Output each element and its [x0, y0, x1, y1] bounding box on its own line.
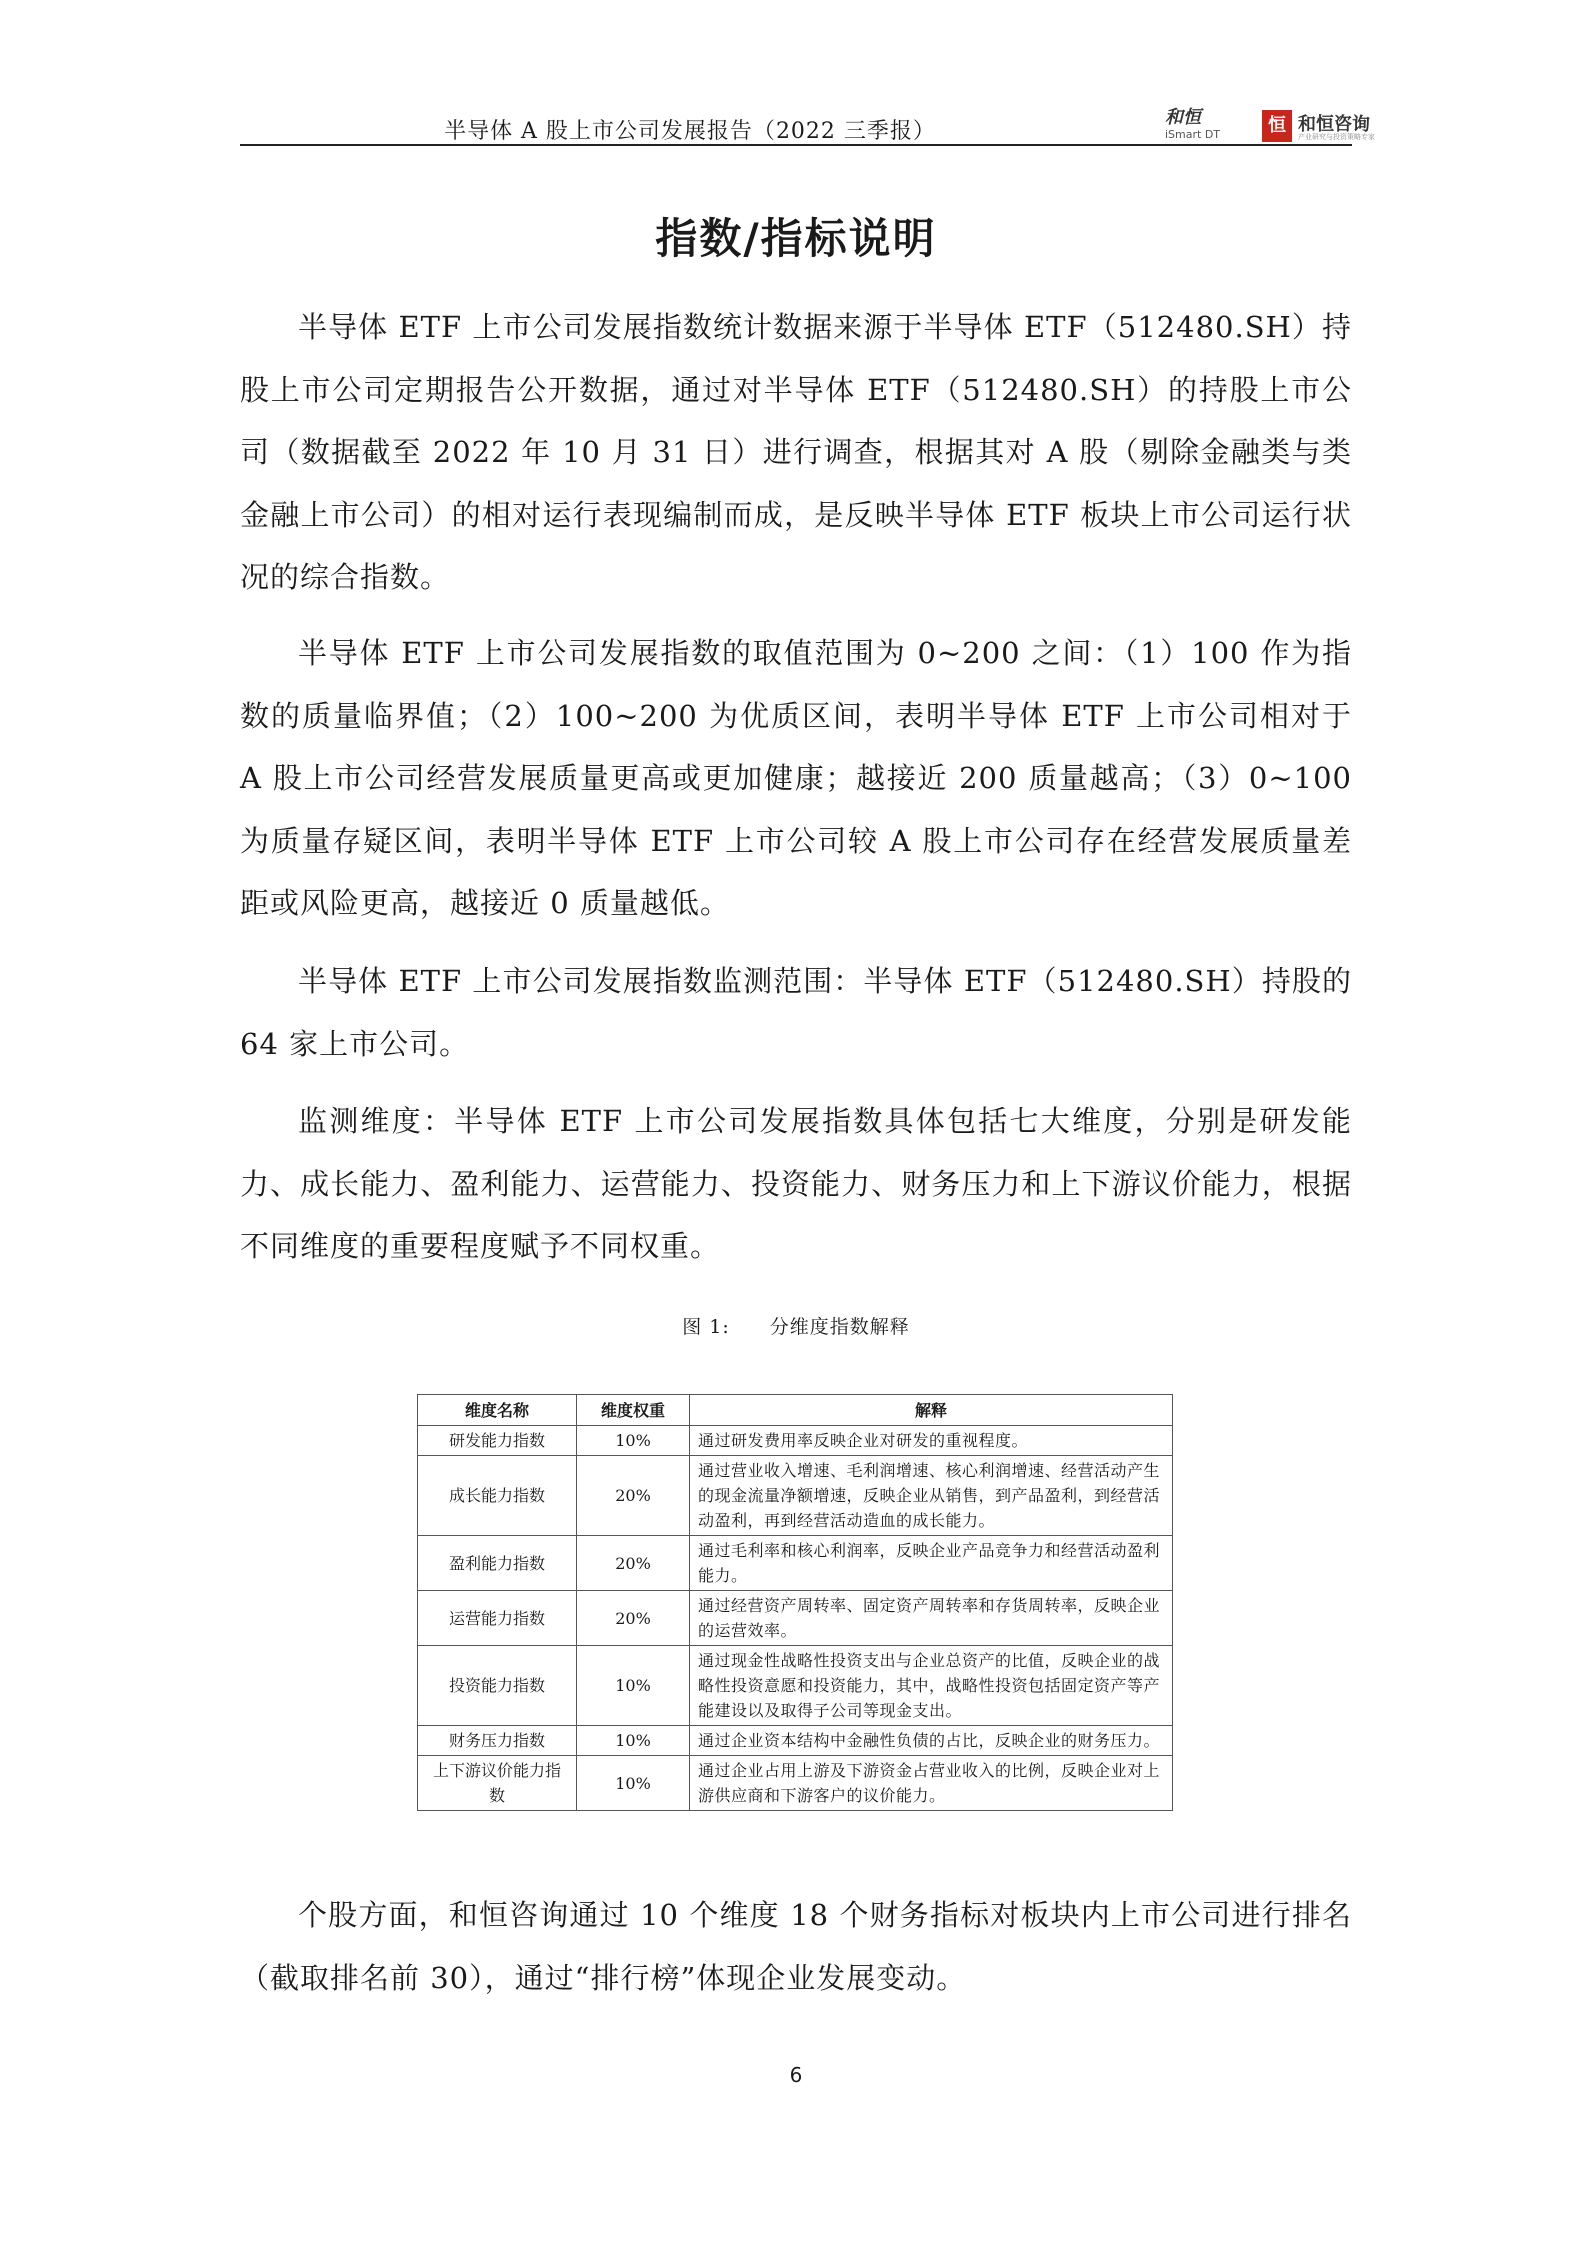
- table-row: [418, 1426, 1173, 1456]
- dimension-explanation-cell: 通过毛利率和核心利润率，反映企业产品竞争力和经营活动盈利能力。: [690, 1536, 1173, 1591]
- ismart-logo-sub: iSmart DT: [1165, 128, 1221, 141]
- header-title: 半导体 A 股上市公司发展报告（2022 三季报）: [444, 119, 936, 144]
- dimension-name-cell: 投资能力指数: [418, 1646, 577, 1726]
- heheng-seal-icon: 恒: [1262, 110, 1292, 142]
- table-header-cell: 解释: [690, 1395, 1173, 1426]
- dimension-weight-cell: 10%: [577, 1756, 690, 1811]
- figure-title: 分维度指数解释: [769, 1316, 910, 1338]
- dimension-explanation-cell: 通过研发费用率反映企业对研发的重视程度。: [690, 1426, 1173, 1456]
- paragraph-index-range: 半导体 ETF 上市公司发展指数的取值范围为 0~200 之间：（1）100 作为指数的质量临界值；（2）100~200 为优质区间，表明半导体 ETF 上市公司相对于 A 股上市公司经营发展质量更高或更加健康；越接近 200 质量越高；（3）0~100 为质量存疑区间，表明半导体 ETF 上市公司较 A 股上市公司存在经营发展质量差距或风险更高，越接近 0 质量越低。: [240, 636, 1352, 920]
- paragraph-monitoring-scope: 半导体 ETF 上市公司发展指数监测范围：半导体 ETF（512480.SH）持股的 64 家上市公司。: [240, 964, 1352, 1061]
- page-title: 指数/指标说明: [655, 214, 937, 263]
- dimension-name-cell: 运营能力指数: [418, 1591, 577, 1646]
- ismart-logo: [1165, 108, 1255, 148]
- ismart-logo-text: 和恒: [1165, 107, 1201, 128]
- table-header-cell: 维度权重: [577, 1395, 690, 1426]
- dimension-weight-cell: 20%: [577, 1536, 690, 1591]
- dimension-explanation-cell: 通过现金性战略性投资支出与企业总资产的比值，反映企业的战略性投资意愿和投资能力，其中，战略性投资包括固定资产等产能建设以及取得子公司等现金支出。: [690, 1646, 1173, 1726]
- table-header-row: [418, 1395, 1173, 1426]
- dimension-weight-cell: 10%: [577, 1646, 690, 1726]
- heheng-logo-tagline: 产业研究与投资策略专家: [1298, 133, 1375, 141]
- dimension-name-cell: 研发能力指数: [418, 1426, 577, 1456]
- header-divider: [240, 144, 1352, 146]
- dimension-weight-cell: 20%: [577, 1456, 690, 1536]
- table-row: [418, 1591, 1173, 1646]
- page-number: 6: [789, 2063, 803, 2087]
- paragraph-stock-ranking: 个股方面，和恒咨询通过 10 个维度 18 个财务指标对板块内上市公司进行排名（截取排名前 30），通过“排行榜”体现企业发展变动。: [240, 1898, 1352, 1995]
- dimension-explanation-cell: 通过营业收入增速、毛利润增速、核心利润增速、经营活动产生的现金流量净额增速，反映企业从销售，到产品盈利，到经营活动盈利，再到经营活动造血的成长能力。: [690, 1456, 1173, 1536]
- table-row: [418, 1646, 1173, 1726]
- dimension-weight-cell: 10%: [577, 1426, 690, 1456]
- dimension-explanation-cell: 通过企业资本结构中金融性负债的占比，反映企业的财务压力。: [690, 1726, 1173, 1756]
- dimension-weight-cell: 20%: [577, 1591, 690, 1646]
- heheng-consulting-logo: [1262, 110, 1375, 146]
- table-row: [418, 1726, 1173, 1756]
- table-row: [418, 1456, 1173, 1536]
- table-header-cell: 维度名称: [418, 1395, 577, 1426]
- dimension-name-cell: 财务压力指数: [418, 1726, 577, 1756]
- paragraph-data-source: 半导体 ETF 上市公司发展指数统计数据来源于半导体 ETF（512480.SH）持股上市公司定期报告公开数据，通过对半导体 ETF（512480.SH）的持股上市公司（数据截至 2022 年 10 月 31 日）进行调查，根据其对 A 股（剔除金融类与类金融上市公司）的相对运行表现编制而成，是反映半导体 ETF 板块上市公司运行状况的综合指数。: [240, 310, 1352, 594]
- table-row: [418, 1536, 1173, 1591]
- dimension-table: [417, 1394, 1173, 1811]
- dimension-explanation-cell: 通过经营资产周转率、固定资产周转率和存货周转率，反映企业的运营效率。: [690, 1591, 1173, 1646]
- dimension-weight-cell: 10%: [577, 1726, 690, 1756]
- page-header: [240, 107, 1375, 144]
- figure-caption: [240, 1312, 1352, 1339]
- dimension-name-cell: 上下游议价能力指数: [418, 1756, 577, 1811]
- paragraph-monitoring-dimensions: 监测维度：半导体 ETF 上市公司发展指数具体包括七大维度，分别是研发能力、成长能力、盈利能力、运营能力、投资能力、财务压力和上下游议价能力，根据不同维度的重要程度赋予不同权重。: [240, 1104, 1352, 1263]
- figure-label: 图 1:: [682, 1316, 730, 1338]
- dimension-explanation-cell: 通过企业占用上游及下游资金占营业收入的比例，反映企业对上游供应商和下游客户的议价能力。: [690, 1756, 1173, 1811]
- heheng-logo-name: 和恒咨询: [1298, 114, 1370, 135]
- table-row: [418, 1756, 1173, 1811]
- dimension-name-cell: 成长能力指数: [418, 1456, 577, 1536]
- dimension-name-cell: 盈利能力指数: [418, 1536, 577, 1591]
